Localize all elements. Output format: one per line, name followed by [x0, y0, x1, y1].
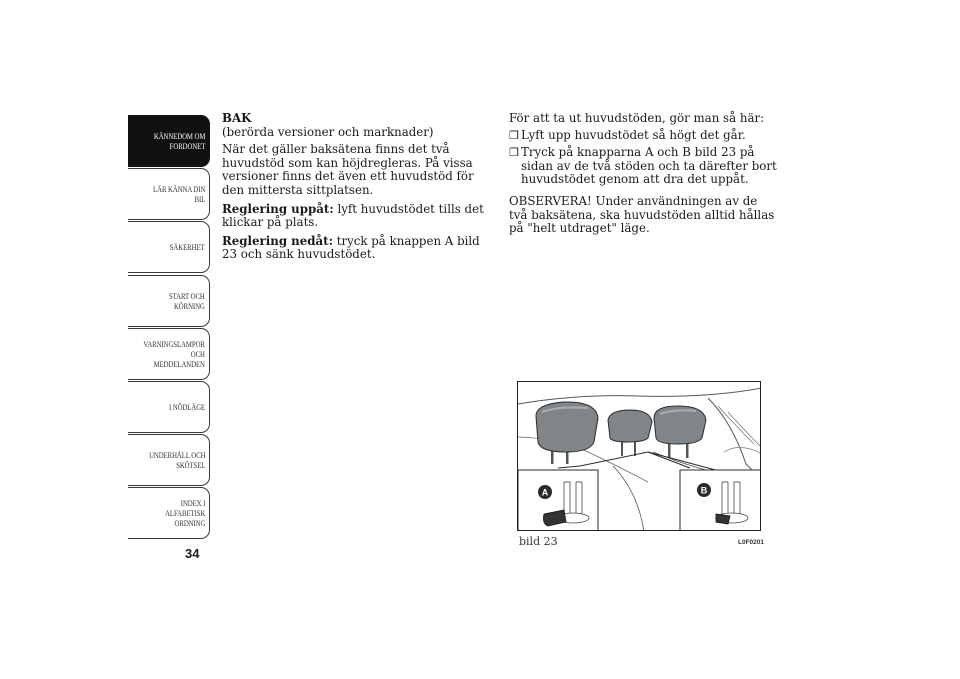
adjust-down-paragraph — [222, 235, 497, 262]
list-item — [509, 146, 779, 187]
section-heading: BAK — [222, 111, 252, 125]
tab-label: KÄNNEDOM OM FORDONET — [153, 131, 205, 151]
adjust-down-text: tryck på knappen A bild 23 och sänk huvudstödet. — [222, 233, 480, 262]
figure-code: L0F0201 — [738, 539, 765, 546]
label-b: B — [700, 485, 708, 496]
figure-caption: bild 23 — [519, 535, 558, 548]
tab-label: LÄR KÄNNA DIN BIL — [152, 184, 205, 205]
tab-label: UNDERHÅLL OCH SKÖTSEL — [148, 450, 205, 471]
tab-label: SÄKERHET — [170, 242, 205, 253]
list-item-text: Tryck på knapparna A och B bild 23 på sidan av de två stöden och ta därefter bort huvudstödet genom att dra det uppåt. — [521, 145, 777, 187]
label-a: A — [541, 487, 549, 498]
tab-kannedom-om-fordonet[interactable] — [128, 115, 210, 167]
tab-underhall-och-skotsel[interactable] — [128, 434, 210, 486]
tab-label: I NÖDLÄGE — [168, 401, 205, 412]
tab-index[interactable] — [128, 487, 210, 539]
adjust-up-paragraph — [222, 203, 497, 230]
chapter-tabs — [128, 115, 210, 541]
adjust-up-label: Reglering uppåt: — [222, 201, 334, 216]
intro-paragraph: När det gäller baksätena finns det två huvudstöd som kan höjdregleras. På vissa versioner finns det även ett huvudstöd för den mittersta sittplatsen. — [222, 142, 474, 197]
tab-sakerhet[interactable] — [128, 221, 210, 273]
rear-headrest-illustration — [518, 382, 761, 531]
tab-i-nodlage[interactable] — [128, 381, 210, 433]
text-column-left — [222, 112, 497, 267]
list-item — [509, 129, 779, 143]
tab-label: START OCH KÖRNING — [169, 290, 205, 311]
tab-label: INDEX I ALFABETISK ORDNING — [164, 498, 205, 529]
note-paragraph: OBSERVERA! Under användningen av de två baksätena, ska huvudstöden alltid hållas på "helt utdraget" läge. — [509, 193, 775, 236]
tab-lar-kanna-din-bil[interactable] — [128, 168, 210, 220]
adjust-up-text: lyft huvudstödet tills det klickar på plats. — [222, 201, 484, 230]
tab-label: VARNINGSLAMPOR OCH MEDDELANDEN — [143, 338, 205, 369]
tab-start-och-korning[interactable] — [128, 275, 210, 327]
list-item-text: Lyft upp huvudstödet så högt det går. — [521, 127, 746, 142]
section-subheading: (berörda versioner och marknader) — [222, 124, 434, 139]
removal-intro: För att ta ut huvudstöden, gör man så här: — [509, 111, 765, 125]
text-column-right — [509, 112, 779, 241]
adjust-down-label: Reglering nedåt: — [222, 233, 333, 248]
checkbox-bullet-icon: ❒ — [509, 128, 519, 142]
checkbox-bullet-icon: ❒ — [509, 146, 519, 160]
figure-23-illustration — [517, 381, 761, 531]
page-number: 34 — [185, 546, 200, 561]
tab-varningslampor[interactable] — [128, 328, 210, 380]
